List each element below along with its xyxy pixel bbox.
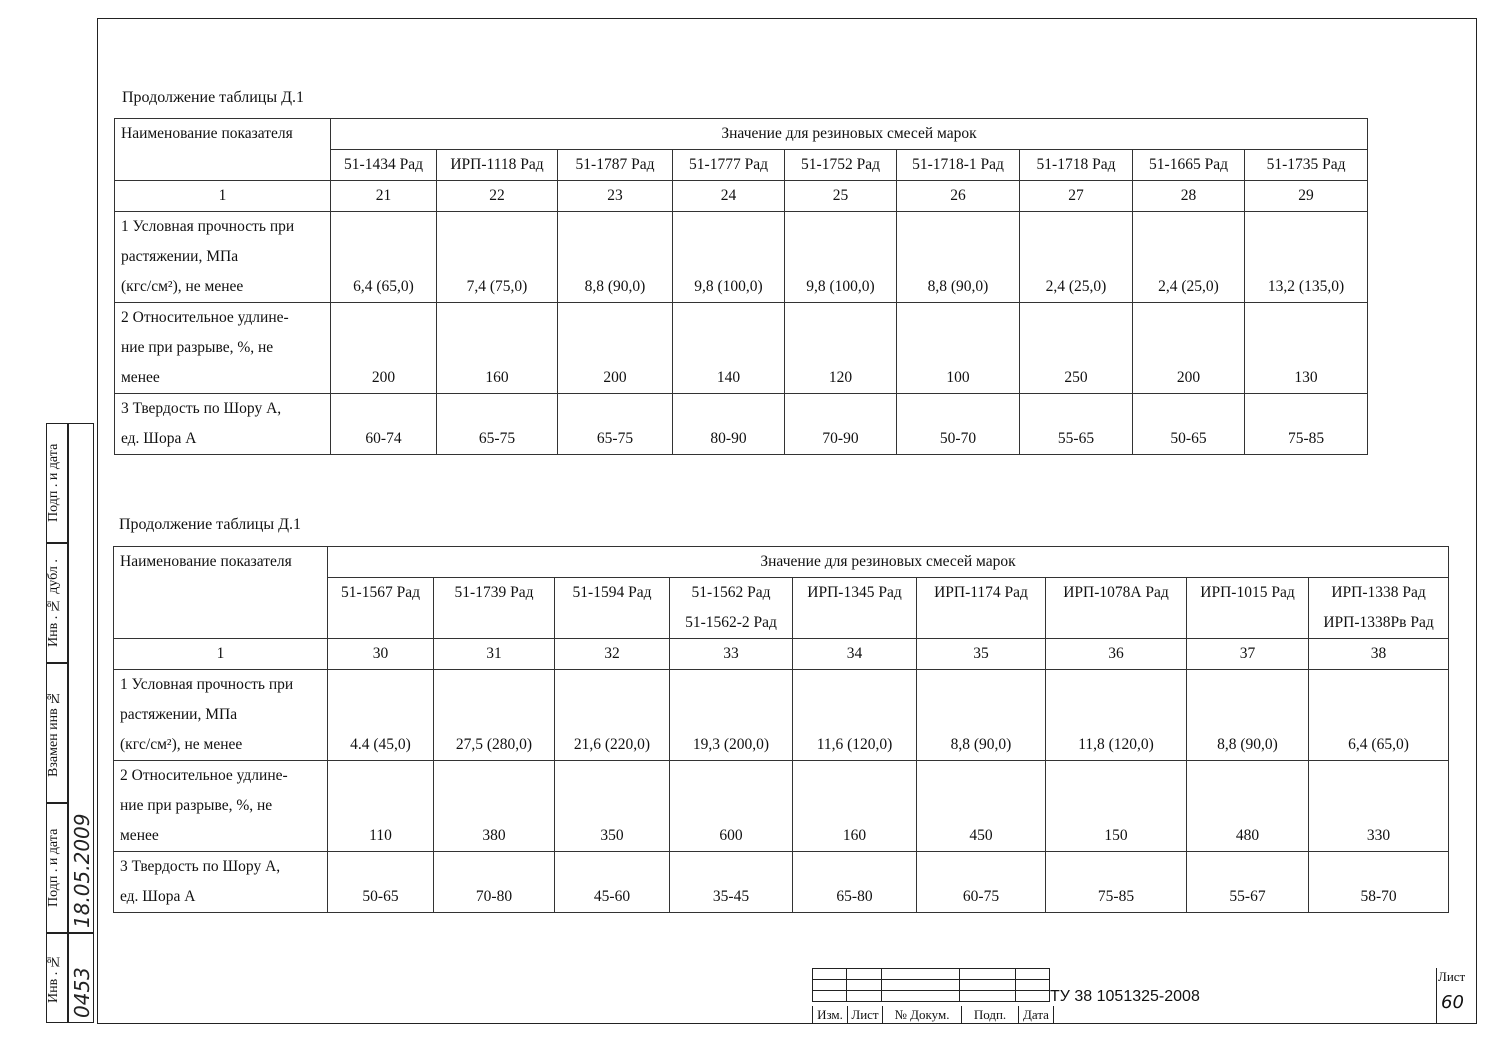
value-cell: 35-45: [670, 852, 793, 913]
brand-header: [1309, 578, 1449, 639]
sheet-number: 60: [1441, 992, 1464, 1013]
handwritten-date: 18.05.2009: [70, 813, 94, 928]
row-name: [115, 303, 331, 394]
column-number: 36: [1046, 639, 1187, 670]
value-cell: 60-75: [917, 852, 1046, 913]
row-name-line: 2 Относительное удлине-: [121, 309, 289, 326]
value-cell: 19,3 (200,0): [670, 670, 793, 761]
brand-name: ИРП-1338Рв Рад: [1323, 614, 1434, 631]
column-number: 21: [331, 181, 437, 212]
left-margin-stamp: [46, 423, 94, 1023]
value-cell: 55-65: [1020, 394, 1133, 455]
table-row: [115, 303, 1368, 394]
value-cell: 4.4 (45,0): [328, 670, 434, 761]
row-name-line: 1 Условная прочность при: [121, 218, 295, 235]
column-number: 29: [1245, 181, 1368, 212]
value-cell: 50-65: [328, 852, 434, 913]
brand-header: 51-1718-1 Рад: [897, 150, 1020, 181]
column-number: 37: [1187, 639, 1309, 670]
value-cell: 480: [1187, 761, 1309, 852]
table-row: [114, 761, 1449, 852]
table-row: [114, 670, 1449, 761]
brand-header: 51-1434 Рад: [331, 150, 437, 181]
table1-caption: Продолжение таблицы Д.1: [122, 89, 304, 106]
value-cell: 60-74: [331, 394, 437, 455]
brand-name: 51-1567 Рад: [341, 584, 420, 601]
stamp-label-date: Дата: [1018, 1006, 1054, 1024]
brand-name: ИРП-1338 Рад: [1331, 584, 1426, 601]
brand-header: [434, 578, 555, 639]
column-number: 30: [328, 639, 434, 670]
name-header: Наименование показателя: [115, 119, 331, 181]
row-name-line: (кгс/см²), не менее: [121, 278, 244, 295]
value-cell: 140: [673, 303, 785, 394]
brand-header: 51-1665 Рад: [1133, 150, 1245, 181]
value-cell: 65-75: [558, 394, 673, 455]
value-cell: 27,5 (280,0): [434, 670, 555, 761]
table2-caption: Продолжение таблицы Д.1: [119, 516, 301, 533]
row-name-line: 3 Твердость по Шору А,: [121, 400, 282, 417]
row-name-line: ед. Шора А: [121, 430, 197, 447]
brand-header: [555, 578, 670, 639]
table2: [113, 546, 1449, 913]
value-cell: 8,8 (90,0): [897, 212, 1020, 303]
column-number: 25: [785, 181, 897, 212]
brand-name: 51-1562 Рад: [691, 584, 771, 601]
sidebar-label-sign-date-1: Подп . и дата: [46, 443, 61, 523]
row-name: [114, 670, 328, 761]
column-number: 26: [897, 181, 1020, 212]
brand-header: [1187, 578, 1309, 639]
column-number: 33: [670, 639, 793, 670]
value-cell: 11,8 (120,0): [1046, 670, 1187, 761]
brand-name: ИРП-1078А Рад: [1063, 584, 1169, 601]
column-number: 1: [115, 181, 331, 212]
stamp-label-sheet: Лист: [847, 1006, 882, 1024]
value-cell: 9,8 (100,0): [785, 212, 897, 303]
value-cell: 200: [331, 303, 437, 394]
brand-name: ИРП-1174 Рад: [934, 584, 1028, 601]
value-cell: 2,4 (25,0): [1133, 212, 1245, 303]
value-cell: 450: [917, 761, 1046, 852]
row-name: [114, 852, 328, 913]
value-cell: 150: [1046, 761, 1187, 852]
value-cell: 6,4 (65,0): [1309, 670, 1449, 761]
stamp-label-sign: Подп.: [961, 1006, 1018, 1024]
column-number: 32: [555, 639, 670, 670]
value-cell: 80-90: [673, 394, 785, 455]
value-cell: 7,4 (75,0): [437, 212, 558, 303]
value-cell: 55-67: [1187, 852, 1309, 913]
table-row: [115, 394, 1368, 455]
value-cell: 6,4 (65,0): [331, 212, 437, 303]
value-cell: 200: [1133, 303, 1245, 394]
value-cell: 9,8 (100,0): [673, 212, 785, 303]
table-row: [115, 212, 1368, 303]
brand-name: 51-1594 Рад: [572, 584, 652, 601]
sidebar-label-inv-no: Инв . №: [46, 953, 61, 1003]
value-cell: 100: [897, 303, 1020, 394]
value-cell: 65-75: [437, 394, 558, 455]
value-cell: 120: [785, 303, 897, 394]
value-cell: 110: [328, 761, 434, 852]
value-cell: 160: [437, 303, 558, 394]
sidebar-label-dup-inv: Инв . № дубл .: [46, 559, 61, 647]
brand-name: ИРП-1345 Рад: [807, 584, 902, 601]
value-cell: 75-85: [1046, 852, 1187, 913]
brand-header: 51-1735 Рад: [1245, 150, 1368, 181]
brand-header: [793, 578, 917, 639]
value-cell: 70-80: [434, 852, 555, 913]
group-header: Значение для резиновых смесей марок: [331, 119, 1368, 150]
value-cell: 50-70: [897, 394, 1020, 455]
row-name-line: растяжении, МПа: [121, 248, 239, 265]
brand-name: 51-1739 Рад: [454, 584, 534, 601]
value-cell: 21,6 (220,0): [555, 670, 670, 761]
column-number: 34: [793, 639, 917, 670]
value-cell: 130: [1245, 303, 1368, 394]
brand-header: 51-1787 Рад: [558, 150, 673, 181]
column-number: 38: [1309, 639, 1449, 670]
brand-header: [328, 578, 434, 639]
row-name-line: 2 Относительное удлине-: [120, 767, 288, 784]
value-cell: 45-60: [555, 852, 670, 913]
value-cell: 50-65: [1133, 394, 1245, 455]
brand-header: ИРП-1118 Рад: [437, 150, 558, 181]
table-row: [114, 852, 1449, 913]
column-number: 27: [1020, 181, 1133, 212]
row-name-line: ед. Шора А: [120, 888, 196, 905]
brand-header: [1046, 578, 1187, 639]
value-cell: 75-85: [1245, 394, 1368, 455]
row-name-line: растяжении, МПа: [120, 706, 238, 723]
document-code: ТУ 38 1051325-2008: [1050, 988, 1200, 1005]
value-cell: 13,2 (135,0): [1245, 212, 1368, 303]
row-name-line: ние при разрыве, %, не: [120, 797, 273, 814]
value-cell: 2,4 (25,0): [1020, 212, 1133, 303]
row-name: [114, 761, 328, 852]
row-name: [115, 212, 331, 303]
value-cell: 11,6 (120,0): [793, 670, 917, 761]
column-number: 23: [558, 181, 673, 212]
column-number: 31: [434, 639, 555, 670]
brand-name: ИРП-1015 Рад: [1200, 584, 1295, 601]
value-cell: 200: [558, 303, 673, 394]
row-name-line: 3 Твердость по Шору А,: [120, 858, 281, 875]
value-cell: 380: [434, 761, 555, 852]
value-cell: 160: [793, 761, 917, 852]
value-cell: 330: [1309, 761, 1449, 852]
column-number: 28: [1133, 181, 1245, 212]
row-name-line: менее: [121, 369, 160, 386]
column-number: 35: [917, 639, 1046, 670]
handwritten-inv-number: 0453: [70, 967, 94, 1018]
stamp-label-doc-no: № Докум.: [882, 1006, 961, 1024]
column-number: 22: [437, 181, 558, 212]
brand-header: [917, 578, 1046, 639]
value-cell: 8,8 (90,0): [917, 670, 1046, 761]
value-cell: 65-80: [793, 852, 917, 913]
row-name-line: 1 Условная прочность при: [120, 676, 294, 693]
brand-header: 51-1777 Рад: [673, 150, 785, 181]
value-cell: 70-90: [785, 394, 897, 455]
column-number: 24: [673, 181, 785, 212]
sidebar-label-replace-inv: Взамен инв №: [46, 689, 61, 777]
value-cell: 600: [670, 761, 793, 852]
brand-header: 51-1752 Рад: [785, 150, 897, 181]
table1: [114, 118, 1368, 455]
brand-name: 51-1562-2 Рад: [685, 614, 777, 631]
value-cell: 58-70: [1309, 852, 1449, 913]
sidebar-label-sign-date-2: Подп . и дата: [46, 828, 61, 908]
row-name: [115, 394, 331, 455]
row-name-line: ние при разрыве, %, не: [121, 339, 274, 356]
sheet-label: Лист: [1438, 969, 1466, 984]
value-cell: 350: [555, 761, 670, 852]
row-name-line: (кгс/см²), не менее: [120, 736, 243, 753]
value-cell: 8,8 (90,0): [558, 212, 673, 303]
row-name-line: менее: [120, 827, 159, 844]
stamp-label-change: Изм.: [812, 1006, 847, 1024]
name-header: Наименование показателя: [114, 547, 328, 639]
value-cell: 250: [1020, 303, 1133, 394]
group-header: Значение для резиновых смесей марок: [328, 547, 1449, 578]
brand-header: [670, 578, 793, 639]
brand-header: 51-1718 Рад: [1020, 150, 1133, 181]
value-cell: 8,8 (90,0): [1187, 670, 1309, 761]
column-number: 1: [114, 639, 328, 670]
